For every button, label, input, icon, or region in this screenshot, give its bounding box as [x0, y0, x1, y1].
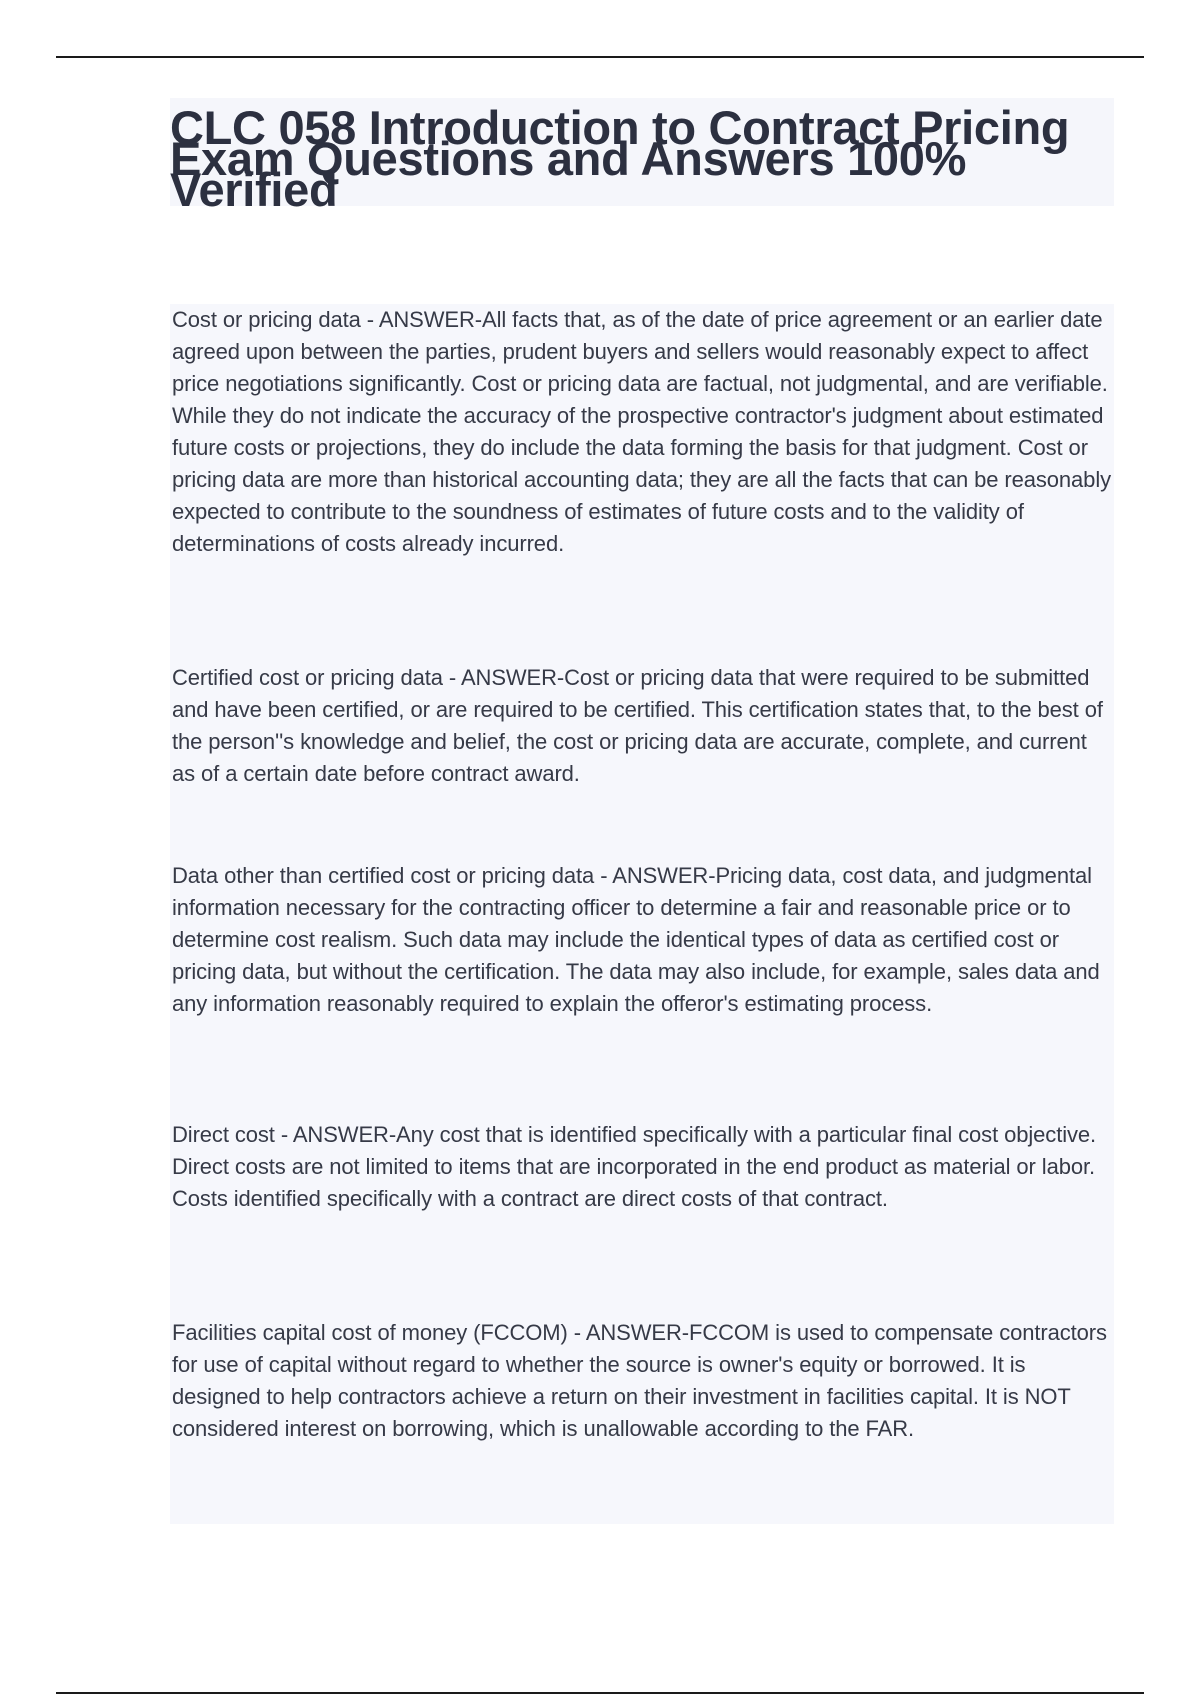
entry-answer: ANSWER-Cost or pricing data that were required to be submitted and have been certified, or are required to be certified. This certification states that, to the best of the person''s knowledge and belief, the cost or pricing data are accurate, complete, and current as of a certain date before contract award.	[172, 665, 1103, 786]
entry-separator: -	[567, 1320, 586, 1345]
entry-separator: -	[360, 307, 379, 332]
entry-answer: ANSWER-FCCOM is used to compensate contractors for use of capital without regard to whether the source is owner's equity or borrowed. It is designed to help contractors achieve a return on their investment in facilities capital. It is NOT considered interest on borrowing, which is unallowable according to the FAR.	[172, 1320, 1107, 1441]
qa-entry	[172, 1317, 1112, 1445]
document-title: CLC 058 Introduction to Contract Pricing Exam Questions and Answers 100% Verified	[170, 101, 1070, 216]
entry-separator: -	[274, 1122, 293, 1147]
entry-term: Direct cost	[172, 1122, 275, 1147]
top-rule	[56, 56, 1144, 58]
entry-separator: -	[594, 863, 613, 888]
entry-answer: ANSWER-All facts that, as of the date of price agreement or an earlier date agreed upon between the parties, prudent buyers and sellers would reasonably expect to affect price negotiations significantly. Cost or pricing data are factual, not judgmental, and are verifiable. While they do not indicate the accuracy of the prospective contractor's judgment about estimated future costs or projections, they do include the data forming the basis for that judgment. Cost or pricing data are more than historical accounting data; they are all the facts that can be reasonably expected to contribute to the soundness of estimates of future costs and to the validity of determinations of costs already incurred.	[172, 307, 1112, 556]
qa-entry	[172, 860, 1112, 1020]
qa-content	[170, 304, 1114, 1524]
entry-term: Certified cost or pricing data	[172, 665, 443, 690]
entry-term: Facilities capital cost of money (FCCOM)	[172, 1320, 568, 1345]
qa-entry	[172, 1119, 1112, 1215]
bottom-rule	[56, 1692, 1144, 1694]
entry-separator: -	[442, 665, 461, 690]
qa-entry	[172, 662, 1112, 790]
entry-term: Data other than certified cost or pricing data	[172, 863, 595, 888]
entry-answer: ANSWER-Pricing data, cost data, and judgmental information necessary for the contracting officer to determine a fair and reasonable price or to determine cost realism. Such data may include the identical types of data as certified cost or pricing data, but without the certification. The data may also include, for example, sales data and any information reasonably required to explain the offeror's estimating process.	[172, 863, 1100, 1016]
entry-answer: ANSWER-Any cost that is identified specifically with a particular final cost objective. Direct costs are not limited to items that are incorporated in the end product as material or labor. Costs identified specifically with a contract are direct costs of that contract.	[172, 1122, 1097, 1211]
entry-term: Cost or pricing data	[172, 307, 361, 332]
qa-entry	[172, 304, 1112, 560]
title-block	[170, 98, 1114, 216]
